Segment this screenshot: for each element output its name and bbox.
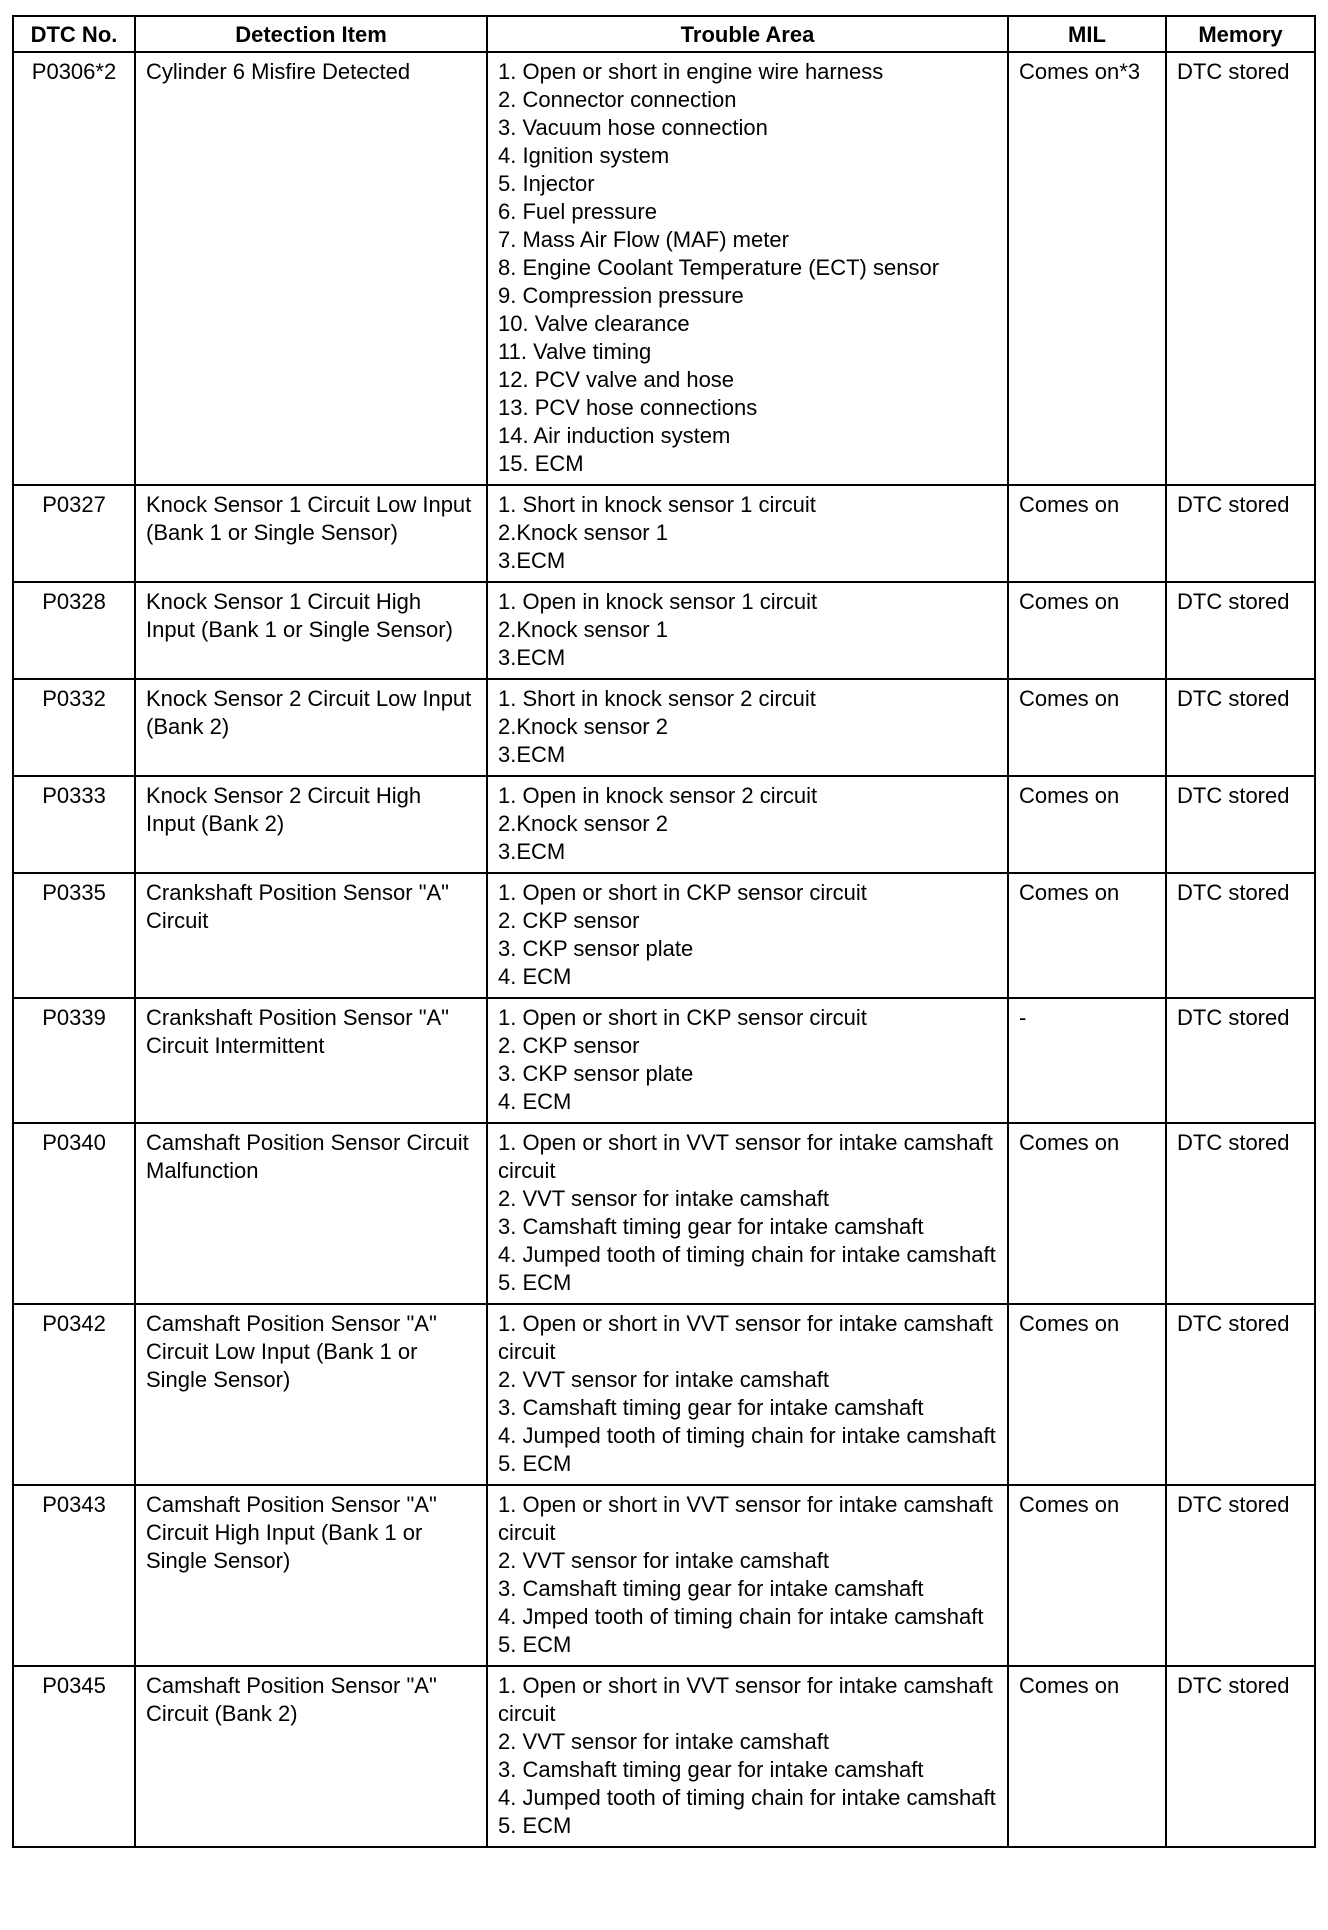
trouble-area-list xyxy=(498,588,997,672)
memory-cell: DTC stored xyxy=(1166,1123,1315,1304)
trouble-area-cell xyxy=(487,582,1008,679)
trouble-area-item: 9. Compression pressure xyxy=(498,283,744,308)
header-memory: Memory xyxy=(1166,16,1315,52)
memory-cell: DTC stored xyxy=(1166,485,1315,582)
memory-cell: DTC stored xyxy=(1166,1485,1315,1666)
detection-item-cell: Knock Sensor 2 Circuit High Input (Bank 2) xyxy=(135,776,487,873)
detection-item-cell: Crankshaft Position Sensor "A" Circuit xyxy=(135,873,487,998)
dtc-code-cell: P0345 xyxy=(13,1666,135,1847)
detection-item-cell: Knock Sensor 1 Circuit High Input (Bank 1 or Single Sensor) xyxy=(135,582,487,679)
trouble-area-item: 10. Valve clearance xyxy=(498,311,690,336)
dtc-code-cell: P0327 xyxy=(13,485,135,582)
table-row xyxy=(13,52,1315,485)
detection-item-cell: Camshaft Position Sensor Circuit Malfunction xyxy=(135,1123,487,1304)
trouble-area-item: 1. Open in knock sensor 1 circuit xyxy=(498,589,818,614)
trouble-area-list xyxy=(498,58,997,478)
trouble-area-item: 5. ECM xyxy=(498,1632,572,1657)
mil-cell: Comes on xyxy=(1008,485,1166,582)
trouble-area-item: 3. CKP sensor plate xyxy=(498,936,694,961)
trouble-area-item: 2. CKP sensor xyxy=(498,908,640,933)
trouble-area-item: 2.Knock sensor 1 xyxy=(498,617,668,642)
trouble-area-item: 1. Open or short in engine wire harness xyxy=(498,59,884,84)
dtc-code-cell: P0306*2 xyxy=(13,52,135,485)
table-row xyxy=(13,1666,1315,1847)
trouble-area-item: 2. VVT sensor for intake camshaft xyxy=(498,1186,829,1211)
trouble-area-item: 1. Short in knock sensor 1 circuit xyxy=(498,492,816,517)
detection-item-cell: Cylinder 6 Misfire Detected xyxy=(135,52,487,485)
table-row xyxy=(13,1304,1315,1485)
detection-item-cell: Camshaft Position Sensor "A" Circuit (Bank 2) xyxy=(135,1666,487,1847)
trouble-area-item: 1. Open in knock sensor 2 circuit xyxy=(498,783,818,808)
trouble-area-item: 1. Short in knock sensor 2 circuit xyxy=(498,686,816,711)
trouble-area-item: 3. Camshaft timing gear for intake camshaft xyxy=(498,1214,924,1239)
memory-cell: DTC stored xyxy=(1166,873,1315,998)
trouble-area-item: 2.Knock sensor 2 xyxy=(498,811,668,836)
trouble-area-item: 4. Jumped tooth of timing chain for intake camshaft xyxy=(498,1423,996,1448)
header-trouble-area: Trouble Area xyxy=(487,16,1008,52)
trouble-area-cell xyxy=(487,1485,1008,1666)
trouble-area-item: 2. VVT sensor for intake camshaft xyxy=(498,1367,829,1392)
dtc-code-cell: P0339 xyxy=(13,998,135,1123)
trouble-area-item: 4. Jumped tooth of timing chain for intake camshaft xyxy=(498,1242,996,1267)
trouble-area-cell xyxy=(487,776,1008,873)
memory-cell: DTC stored xyxy=(1166,679,1315,776)
memory-cell: DTC stored xyxy=(1166,1304,1315,1485)
table-row xyxy=(13,998,1315,1123)
trouble-area-item: 1. Open or short in VVT sensor for intake camshaft circuit xyxy=(498,1673,993,1726)
dtc-code-cell: P0342 xyxy=(13,1304,135,1485)
detection-item-cell: Crankshaft Position Sensor "A" Circuit Intermittent xyxy=(135,998,487,1123)
trouble-area-item: 2.Knock sensor 1 xyxy=(498,520,668,545)
trouble-area-cell xyxy=(487,679,1008,776)
memory-cell: DTC stored xyxy=(1166,582,1315,679)
table-row xyxy=(13,485,1315,582)
trouble-area-item: 3. CKP sensor plate xyxy=(498,1061,694,1086)
trouble-area-item: 3.ECM xyxy=(498,742,566,767)
detection-item-cell: Camshaft Position Sensor "A" Circuit Low Input (Bank 1 or Single Sensor) xyxy=(135,1304,487,1485)
mil-cell: Comes on xyxy=(1008,776,1166,873)
trouble-area-cell xyxy=(487,1666,1008,1847)
trouble-area-item: 5. ECM xyxy=(498,1813,572,1838)
header-row xyxy=(13,16,1315,52)
trouble-area-item: 3.ECM xyxy=(498,548,566,573)
table-row xyxy=(13,873,1315,998)
table-row xyxy=(13,776,1315,873)
mil-cell: Comes on xyxy=(1008,1485,1166,1666)
mil-cell: Comes on xyxy=(1008,582,1166,679)
trouble-area-item: 12. PCV valve and hose xyxy=(498,367,735,392)
trouble-area-item: 1. Open or short in CKP sensor circuit xyxy=(498,880,867,905)
memory-cell: DTC stored xyxy=(1166,1666,1315,1847)
trouble-area-item: 11. Valve timing xyxy=(498,339,652,364)
mil-cell: Comes on xyxy=(1008,1123,1166,1304)
trouble-area-cell xyxy=(487,998,1008,1123)
trouble-area-item: 1. Open or short in VVT sensor for intake camshaft circuit xyxy=(498,1130,993,1183)
dtc-code-cell: P0332 xyxy=(13,679,135,776)
header-detection-item: Detection Item xyxy=(135,16,487,52)
trouble-area-item: 4. Jmped tooth of timing chain for intake camshaft xyxy=(498,1604,984,1629)
trouble-area-list xyxy=(498,1310,997,1478)
detection-item-cell: Camshaft Position Sensor "A" Circuit High Input (Bank 1 or Single Sensor) xyxy=(135,1485,487,1666)
trouble-area-cell xyxy=(487,873,1008,998)
trouble-area-item: 3.ECM xyxy=(498,839,566,864)
trouble-area-item: 3. Camshaft timing gear for intake camshaft xyxy=(498,1757,924,1782)
mil-cell: Comes on*3 xyxy=(1008,52,1166,485)
header-dtc-no: DTC No. xyxy=(13,16,135,52)
trouble-area-item: 2. CKP sensor xyxy=(498,1033,640,1058)
trouble-area-item: 3. Camshaft timing gear for intake camshaft xyxy=(498,1395,924,1420)
trouble-area-item: 6. Fuel pressure xyxy=(498,199,657,224)
trouble-area-item: 5. ECM xyxy=(498,1451,572,1476)
trouble-area-cell xyxy=(487,1304,1008,1485)
trouble-area-item: 1. Open or short in VVT sensor for intake camshaft circuit xyxy=(498,1492,993,1545)
memory-cell: DTC stored xyxy=(1166,52,1315,485)
trouble-area-item: 14. Air induction system xyxy=(498,423,731,448)
trouble-area-item: 2.Knock sensor 2 xyxy=(498,714,668,739)
trouble-area-list xyxy=(498,685,997,769)
trouble-area-item: 2. VVT sensor for intake camshaft xyxy=(498,1548,829,1573)
mil-cell: Comes on xyxy=(1008,1666,1166,1847)
trouble-area-cell xyxy=(487,52,1008,485)
trouble-area-list xyxy=(498,1491,997,1659)
trouble-area-list xyxy=(498,1672,997,1840)
memory-cell: DTC stored xyxy=(1166,776,1315,873)
trouble-area-list xyxy=(498,879,997,991)
trouble-area-item: 4. Ignition system xyxy=(498,143,670,168)
trouble-area-item: 8. Engine Coolant Temperature (ECT) sensor xyxy=(498,255,940,280)
trouble-area-item: 5. Injector xyxy=(498,171,595,196)
memory-cell: DTC stored xyxy=(1166,998,1315,1123)
trouble-area-list xyxy=(498,782,997,866)
table-row xyxy=(13,582,1315,679)
dtc-code-cell: P0333 xyxy=(13,776,135,873)
trouble-area-item: 4. ECM xyxy=(498,964,572,989)
mil-cell: - xyxy=(1008,998,1166,1123)
mil-cell: Comes on xyxy=(1008,679,1166,776)
table-row xyxy=(13,1485,1315,1666)
dtc-code-cell: P0343 xyxy=(13,1485,135,1666)
trouble-area-item: 7. Mass Air Flow (MAF) meter xyxy=(498,227,789,252)
header-mil: MIL xyxy=(1008,16,1166,52)
trouble-area-item: 1. Open or short in CKP sensor circuit xyxy=(498,1005,867,1030)
trouble-area-item: 3.ECM xyxy=(498,645,566,670)
detection-item-cell: Knock Sensor 1 Circuit Low Input (Bank 1 or Single Sensor) xyxy=(135,485,487,582)
trouble-area-list xyxy=(498,1004,997,1116)
trouble-area-item: 4. Jumped tooth of timing chain for intake camshaft xyxy=(498,1785,996,1810)
trouble-area-item: 3. Vacuum hose connection xyxy=(498,115,768,140)
trouble-area-cell xyxy=(487,485,1008,582)
trouble-area-cell xyxy=(487,1123,1008,1304)
mil-cell: Comes on xyxy=(1008,873,1166,998)
dtc-code-cell: P0340 xyxy=(13,1123,135,1304)
dtc-code-cell: P0328 xyxy=(13,582,135,679)
trouble-area-list xyxy=(498,1129,997,1297)
trouble-area-item: 2. Connector connection xyxy=(498,87,737,112)
trouble-area-item: 13. PCV hose connections xyxy=(498,395,758,420)
detection-item-cell: Knock Sensor 2 Circuit Low Input (Bank 2) xyxy=(135,679,487,776)
table-row xyxy=(13,679,1315,776)
table-row xyxy=(13,1123,1315,1304)
trouble-area-list xyxy=(498,491,997,575)
trouble-area-item: 5. ECM xyxy=(498,1270,572,1295)
table-body xyxy=(13,52,1315,1847)
trouble-area-item: 15. ECM xyxy=(498,451,584,476)
trouble-area-item: 2. VVT sensor for intake camshaft xyxy=(498,1729,829,1754)
mil-cell: Comes on xyxy=(1008,1304,1166,1485)
trouble-area-item: 3. Camshaft timing gear for intake camshaft xyxy=(498,1576,924,1601)
trouble-area-item: 4. ECM xyxy=(498,1089,572,1114)
dtc-table xyxy=(12,15,1316,1848)
dtc-code-cell: P0335 xyxy=(13,873,135,998)
trouble-area-item: 1. Open or short in VVT sensor for intake camshaft circuit xyxy=(498,1311,993,1364)
